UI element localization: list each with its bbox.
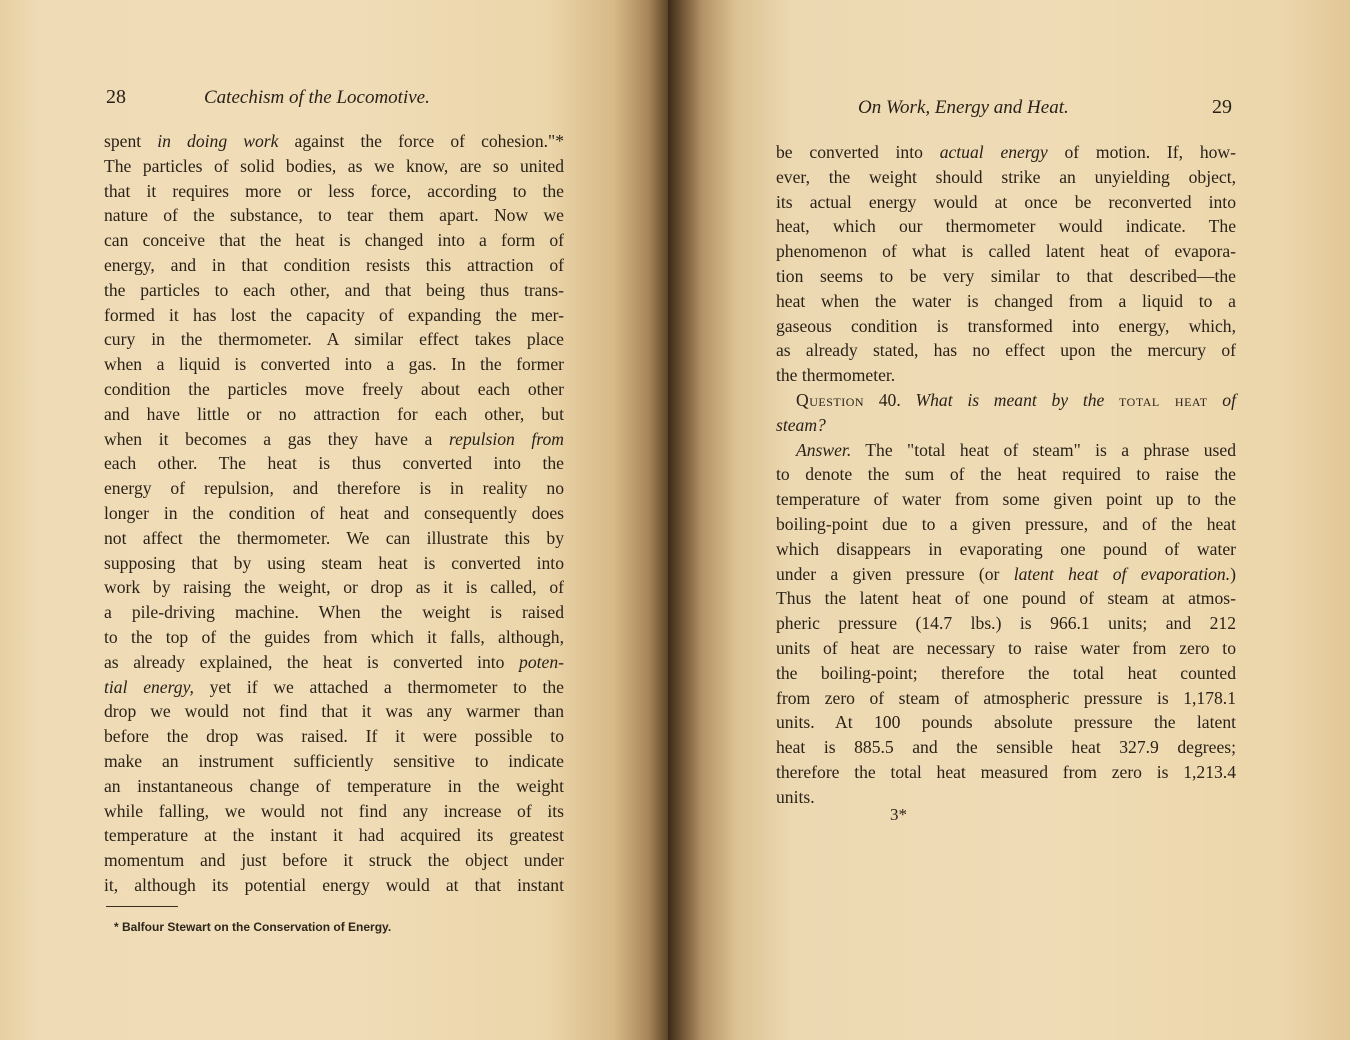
text-run: be converted into xyxy=(776,142,940,162)
text-line xyxy=(104,203,564,228)
text-line xyxy=(776,190,1236,215)
text-line xyxy=(104,799,564,824)
text-run: cury in the thermometer. A similar effect takes place xyxy=(104,329,564,350)
text-line xyxy=(104,303,564,328)
text-line xyxy=(104,154,564,179)
text-run: supposing that by using steam heat is converted into xyxy=(104,552,564,573)
text-line xyxy=(104,501,564,526)
italic-text: tial energy, xyxy=(104,676,194,697)
text-run: from zero of steam of atmospheric pressure is 1,178.1 xyxy=(776,687,1236,708)
text-run: before the drop was raised. If it were possible to xyxy=(104,726,564,747)
text-run: units. xyxy=(776,786,815,807)
text-line xyxy=(776,140,1236,165)
italic-text: of xyxy=(1207,389,1236,410)
text-run: a pile-driving machine. When the weight is raised xyxy=(104,602,564,623)
text-line xyxy=(776,512,1236,537)
text-line xyxy=(776,314,1236,339)
smallcaps-text: total heat xyxy=(1119,389,1208,410)
left-running-head: Catechism of the Locomotive. xyxy=(204,87,430,108)
text-line xyxy=(104,699,564,724)
text-line xyxy=(776,214,1236,239)
text-line xyxy=(104,377,564,402)
text-line xyxy=(104,774,564,799)
text-run: work by raising the weight, or drop as it is called, of xyxy=(104,577,564,598)
text-line xyxy=(776,413,1236,438)
text-line xyxy=(104,327,564,352)
text-run: while falling, we would not find any increase of its xyxy=(104,800,564,821)
text-run: ever, the weight should strike an unyielding object, xyxy=(776,166,1236,187)
text-line xyxy=(104,724,564,749)
text-run: formed it has lost the capacity of expanding the mer- xyxy=(104,304,564,325)
text-line xyxy=(104,749,564,774)
text-run: under a given pressure (or xyxy=(776,563,1014,584)
left-page-number: 28 xyxy=(106,86,126,108)
text-line xyxy=(104,600,564,625)
text-line xyxy=(104,848,564,873)
text-run: temperature of water from some given point up to the xyxy=(776,489,1236,510)
right-body-text xyxy=(776,140,1236,810)
text-run: can conceive that the heat is changed into a form of xyxy=(104,230,564,251)
text-run: boiling-point due to a given pressure, and of the heat xyxy=(776,513,1236,534)
text-run: its actual energy would at once be reconverted into xyxy=(776,191,1236,212)
text-run: make an instrument sufficiently sensitive to indicate xyxy=(104,750,564,771)
text-run: when it becomes a gas they have a xyxy=(104,428,449,449)
text-run: energy of repulsion, and therefore is in reality no xyxy=(104,478,564,499)
left-body-text xyxy=(104,129,564,898)
text-run: the boiling-point; therefore the total heat counted xyxy=(776,662,1236,683)
italic-text: steam? xyxy=(776,414,826,435)
text-run: The "total heat of steam" is a phrase used xyxy=(851,439,1236,460)
right-running-head: On Work, Energy and Heat. xyxy=(858,97,1069,118)
text-line xyxy=(104,873,564,898)
text-line xyxy=(776,165,1236,190)
text-run: as already explained, the heat is converted into xyxy=(104,651,520,672)
footnote: * Balfour Stewart on the Conservation of Energy. xyxy=(114,920,392,934)
italic-text: Answer. xyxy=(796,439,852,460)
text-line xyxy=(104,526,564,551)
text-run: The particles of solid bodies, as we know, are so united xyxy=(104,155,564,176)
text-line xyxy=(104,129,564,154)
text-line xyxy=(776,264,1236,289)
text-run: drop we would not find that it was any warmer than xyxy=(104,701,564,722)
text-line xyxy=(104,253,564,278)
italic-text: What is meant by the xyxy=(915,389,1105,410)
text-line xyxy=(104,352,564,377)
text-line xyxy=(104,402,564,427)
text-line xyxy=(104,278,564,303)
text-line xyxy=(776,785,1236,810)
text-run: it, although its potential energy would at that instant xyxy=(104,874,564,895)
right-page-number: 29 xyxy=(1212,96,1232,118)
text-run: the thermometer. xyxy=(776,365,896,386)
text-run xyxy=(1104,390,1119,410)
italic-text: repulsion from xyxy=(448,428,565,449)
text-line xyxy=(776,760,1236,785)
signature-mark: 3* xyxy=(890,805,907,824)
text-line xyxy=(776,611,1236,636)
text-line xyxy=(104,650,564,675)
text-line xyxy=(776,586,1236,611)
text-run: ) xyxy=(1230,563,1236,584)
text-line xyxy=(776,686,1236,711)
text-run: therefore the total heat measured from zero is 1,213.4 xyxy=(776,761,1236,782)
text-run: heat when the water is changed from a liquid to a xyxy=(776,290,1236,311)
text-run: nature of the substance, to tear them apart. Now we xyxy=(104,205,564,226)
text-run: the particles to each other, and that being thus trans- xyxy=(104,279,564,300)
text-line xyxy=(776,289,1236,314)
text-line xyxy=(104,179,564,204)
text-run: units of heat are necessary to raise water from zero to xyxy=(776,637,1236,658)
text-run: not affect the thermometer. We can illustrate this by xyxy=(104,527,564,548)
text-line xyxy=(776,537,1236,562)
text-run: spent xyxy=(104,131,158,151)
text-run: to denote the sum of the heat required to raise the xyxy=(776,464,1236,485)
text-run: gaseous condition is transformed into energy, which, xyxy=(776,315,1236,336)
text-line xyxy=(776,363,1236,388)
text-run: an instantaneous change of temperature in the weight xyxy=(104,775,564,796)
right-page xyxy=(668,0,1350,1040)
text-run: to the top of the guides from which it falls, although, xyxy=(104,626,564,647)
text-line xyxy=(776,338,1236,363)
italic-text: poten- xyxy=(519,651,564,672)
text-run: which disappears in evaporating one pound of water xyxy=(776,538,1236,559)
text-line xyxy=(776,438,1236,463)
smallcaps-text: Question xyxy=(796,389,865,410)
text-line xyxy=(776,636,1236,661)
text-line xyxy=(104,476,564,501)
text-line xyxy=(776,562,1236,587)
text-run: condition the particles move freely about each other xyxy=(104,378,564,399)
text-run: heat is 885.5 and the sensible heat 327.9 degrees; xyxy=(776,737,1236,758)
text-run: pheric pressure (14.7 lbs.) is 966.1 units; and 212 xyxy=(776,613,1236,634)
text-run: phenomenon of what is called latent heat of evapora- xyxy=(776,241,1236,262)
text-line xyxy=(104,228,564,253)
text-run: as already stated, has no effect upon the mercury of xyxy=(776,340,1236,361)
italic-text: latent heat of evaporation. xyxy=(1013,563,1231,584)
text-run: and have little or no attraction for each other, but xyxy=(104,403,564,424)
text-run: that it requires more or less force, according to the xyxy=(104,180,564,201)
text-run: energy, and in that condition resists this attraction of xyxy=(104,254,564,275)
text-line xyxy=(776,735,1236,760)
text-run: against the force of cohesion."* xyxy=(278,131,564,151)
text-line xyxy=(104,625,564,650)
text-line xyxy=(776,487,1236,512)
text-line xyxy=(776,710,1236,735)
text-line xyxy=(104,675,564,700)
text-line xyxy=(104,823,564,848)
text-run: tion seems to be very similar to that described—the xyxy=(776,265,1236,286)
footnote-rule xyxy=(106,906,178,907)
text-line xyxy=(776,239,1236,264)
text-line xyxy=(104,551,564,576)
text-run: yet if we attached a thermometer to the xyxy=(193,676,564,697)
text-line xyxy=(776,462,1236,487)
italic-text: in doing work xyxy=(157,131,279,151)
text-line xyxy=(104,427,564,452)
text-run: heat, which our thermometer would indicate. The xyxy=(776,216,1236,237)
text-run: 40. xyxy=(864,389,916,410)
text-run: units. At 100 pounds absolute pressure the latent xyxy=(776,712,1236,733)
text-run: longer in the condition of heat and consequently does xyxy=(104,502,564,523)
text-line xyxy=(104,451,564,476)
text-run: temperature at the instant it had acquired its greatest xyxy=(104,825,564,846)
text-run: when a liquid is converted into a gas. In the former xyxy=(104,354,564,375)
left-page xyxy=(0,0,668,1040)
italic-text: actual energy xyxy=(939,142,1048,162)
text-line xyxy=(776,661,1236,686)
text-line xyxy=(104,575,564,600)
text-run: momentum and just before it struck the object under xyxy=(104,850,564,871)
text-line xyxy=(776,388,1236,413)
text-run: each other. The heat is thus converted into the xyxy=(104,453,564,474)
text-run: Thus the latent heat of one pound of steam at atmos- xyxy=(776,588,1236,609)
text-run: of motion. If, how- xyxy=(1047,142,1236,162)
